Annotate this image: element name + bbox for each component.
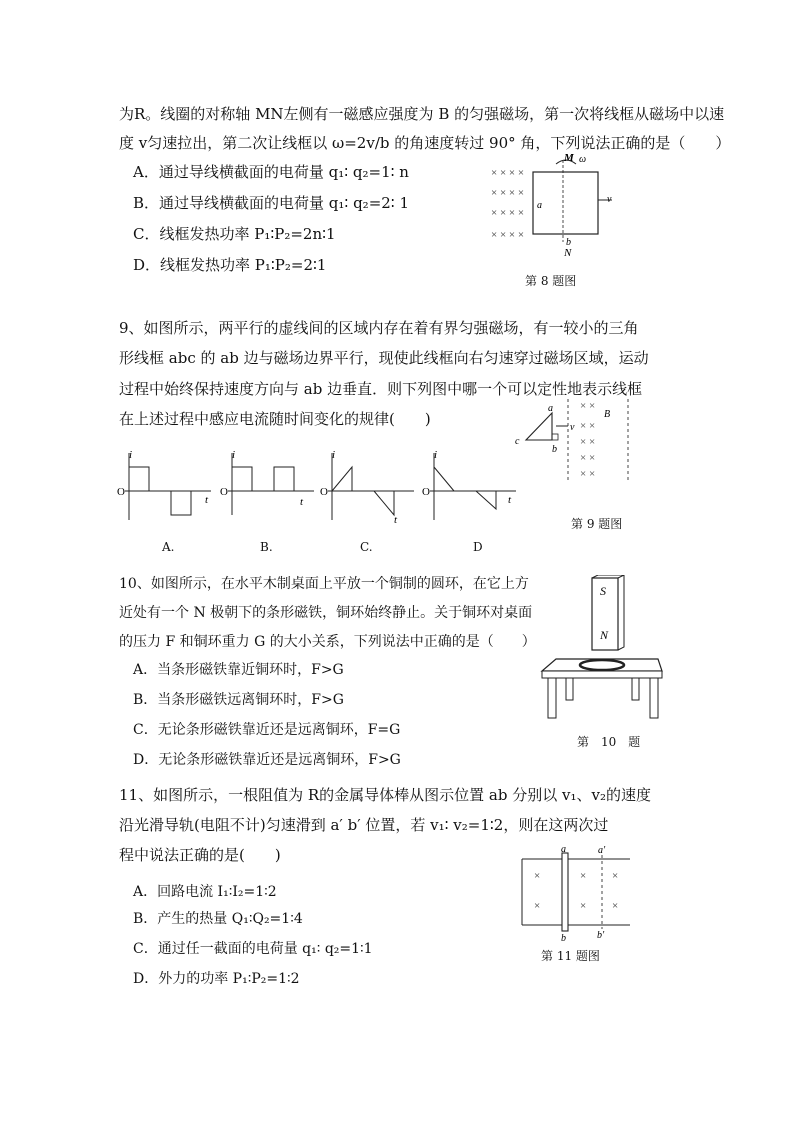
q8-label-v: v xyxy=(607,194,612,205)
q9-graph-d xyxy=(420,445,520,525)
q10-magnet-n: N xyxy=(600,628,609,642)
q9-graph-b-origin: O xyxy=(220,486,228,498)
q9-line-2: 形线框 abc 的 ab 边与磁场边界平行，现使此线框向右匀速穿过磁场区域，运动 xyxy=(119,349,649,367)
q11-figure xyxy=(518,843,633,943)
q10-option-a: A．当条形磁铁靠近铜环时，F>G xyxy=(133,662,344,678)
q10-table-leg xyxy=(548,678,556,718)
q9-label-v: v xyxy=(570,422,575,433)
q11-conductor-rod xyxy=(562,853,568,931)
q9-line-3: 过程中始终保持速度方向与 ab 边垂直．则下列图中哪一个可以定性地表示线框 xyxy=(119,380,643,398)
svg-text:×: × xyxy=(534,900,541,912)
q11-line-2: 沿光滑导轨(电阻不计)匀速滑到 a′ b′ 位置，若 v₁∶ v₂=1∶2，则在这两次过 xyxy=(119,816,609,834)
svg-text:×: × xyxy=(534,870,541,882)
q8-option-d: D．线框发热功率 P₁∶P₂=2∶1 xyxy=(133,256,327,274)
svg-text:×: × xyxy=(580,900,587,912)
q8-option-a: A．通过导线横截面的电荷量 q₁∶ q₂=1∶ n xyxy=(133,163,409,181)
q8-coil-frame xyxy=(533,172,598,234)
q9-graph-b-i-label: i xyxy=(232,449,236,461)
q10-option-b: B．当条形磁铁远离铜环时，F>G xyxy=(133,692,344,708)
q8-label-n: N xyxy=(564,247,572,259)
q10-option-d: D．无论条形磁铁靠近还是远离铜环，F>G xyxy=(133,752,401,768)
q8-label-a: a xyxy=(537,200,542,211)
q8-field-crosses xyxy=(491,167,524,241)
q9-graph-c-i-label: i xyxy=(332,449,336,461)
q9-line-1: 9、如图所示，两平行的虚线间的区域内存在着有界匀强磁场，有一较小的三角 xyxy=(119,319,639,337)
q9-graph-b-t-label: t xyxy=(300,496,304,508)
svg-text:× ×: × × xyxy=(580,420,596,432)
q11-field-crosses xyxy=(534,870,618,912)
q8-figure-caption: 第 8 题图 xyxy=(525,274,577,288)
q8-option-b: B．通过导线横截面的电荷量 q₁∶ q₂=2∶ 1 xyxy=(133,194,410,212)
q9-graph-d-origin: O xyxy=(422,486,430,498)
q11-option-c: C．通过任一截面的电荷量 q₁∶ q₂=1∶1 xyxy=(133,941,373,957)
q9-graph-b-letter: B. xyxy=(260,540,273,554)
q10-option-c: C．无论条形磁铁靠近还是远离铜环，F=G xyxy=(133,722,401,738)
q9-graph-a xyxy=(115,445,215,525)
q9-graph-a-t-label: t xyxy=(205,494,209,506)
q9-line-4: 在上述过程中感应电流随时间变化的规律( ) xyxy=(119,410,431,428)
svg-text:×: × xyxy=(612,900,619,912)
q11-line-3: 程中说法正确的是( ) xyxy=(119,846,281,864)
q8-label-m: M xyxy=(564,152,574,164)
q9-graph-a-i-label: i xyxy=(129,449,133,461)
svg-text:× × × ×: × × × × xyxy=(491,207,525,219)
q9-graph-a-letter: A. xyxy=(162,540,175,554)
q8-line-1: 为R。线圈的对称轴 MN左侧有一磁感应强度为 B 的匀强磁场，第一次将线框从磁场中以速 xyxy=(119,105,725,123)
q9-label-c: c xyxy=(515,436,520,447)
q9-triangle-frame xyxy=(526,413,552,440)
q11-line-1: 11、如图所示，一根阻值为 R的金属导体棒从图示位置 ab 分别以 v₁、v₂的速度 xyxy=(119,786,651,804)
svg-text:× × × ×: × × × × xyxy=(491,187,525,199)
q11-option-d: D．外力的功率 P₁∶P₂=1∶2 xyxy=(133,971,300,987)
q9-label-b-field: B xyxy=(604,409,611,420)
q9-label-b: b xyxy=(552,444,557,455)
q11-option-b: B．产生的热量 Q₁∶Q₂=1∶4 xyxy=(133,911,303,927)
q10-line-2: 近处有一个 N 极朝下的条形磁铁，铜环始终静止。关于铜环对桌面 xyxy=(119,605,533,621)
q9-figure-caption: 第 9 题图 xyxy=(571,517,623,531)
q9-graph-a-origin: O xyxy=(117,486,125,498)
svg-text:× ×: × × xyxy=(580,468,596,480)
svg-text:× ×: × × xyxy=(580,452,596,464)
q9-graph-c-origin: O xyxy=(320,486,328,498)
q8-label-omega: ω xyxy=(579,154,587,165)
q11-label-a-prime: a′ xyxy=(598,845,606,856)
q11-label-b-prime: b′ xyxy=(597,930,605,941)
q9-graph-d-t-label: t xyxy=(508,494,512,506)
q10-line-1: 10、如图所示，在水平木制桌面上平放一个铜制的圆环，在它上方 xyxy=(119,576,529,592)
q9-graph-c-t-label: t xyxy=(394,514,398,525)
q9-graph-c-letter: C. xyxy=(360,540,373,554)
svg-text:×: × xyxy=(612,870,619,882)
q10-line-3: 的压力 F 和铜环重力 G 的大小关系，下列说法中正确的是（ ） xyxy=(119,634,536,650)
q9-field-crosses xyxy=(580,400,595,480)
q11-label-a: a xyxy=(561,844,566,855)
svg-text:× ×: × × xyxy=(580,436,596,448)
q8-option-c: C．线框发热功率 P₁∶P₂=2n∶1 xyxy=(133,225,336,243)
q8-figure xyxy=(488,150,618,260)
svg-text:× × × ×: × × × × xyxy=(491,167,525,179)
svg-text:× × × ×: × × × × xyxy=(491,229,525,241)
q8-line-2: 度 v匀速拉出，第二次让线框以 ω=2v/b 的角速度转过 90° 角，下列说法正确的是（ ） xyxy=(119,134,731,152)
q11-option-a: A．回路电流 I₁∶I₂=1∶2 xyxy=(133,884,277,900)
q10-figure-caption: 第 10 题 xyxy=(577,735,641,749)
q11-figure-caption: 第 11 题图 xyxy=(541,949,600,963)
svg-text:×: × xyxy=(580,870,587,882)
svg-text:× ×: × × xyxy=(580,400,596,412)
q9-right-angle xyxy=(552,434,558,440)
q9-graph-c xyxy=(318,445,418,525)
q9-graph-d-i-label: i xyxy=(434,449,438,461)
q10-copper-ring xyxy=(580,660,624,670)
q9-figure xyxy=(510,395,640,485)
q9-graph-d-letter: D xyxy=(473,540,483,554)
q11-label-b: b xyxy=(561,933,566,943)
q8-label-b: b xyxy=(566,237,571,248)
q9-graph-b xyxy=(218,445,318,525)
q10-magnet-s: S xyxy=(600,584,606,598)
q10-figure xyxy=(534,575,669,725)
q9-label-a: a xyxy=(548,403,553,414)
